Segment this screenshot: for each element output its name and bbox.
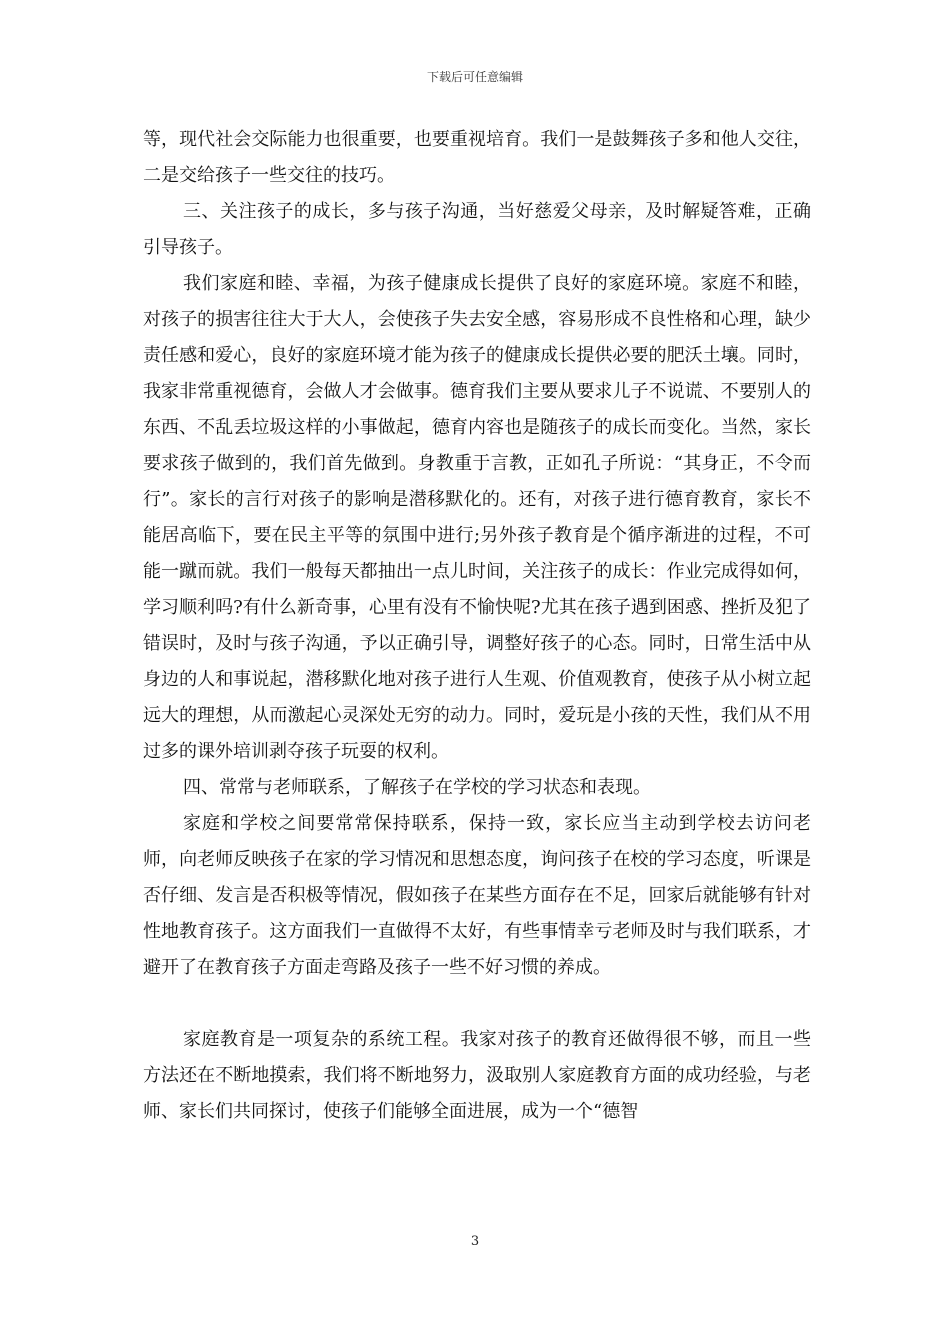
document-body xyxy=(143,122,811,1130)
paragraph-social-skills: 等，现代社会交际能力也很重要，也要重视培育。我们一是鼓舞孩子多和他人交往，二是交给孩子一些交往的技巧。 xyxy=(143,129,811,186)
page-number: 3 xyxy=(470,1234,480,1249)
paragraph-spacer xyxy=(143,986,811,1022)
page-header-note: 下载后可任意编辑 xyxy=(426,70,523,84)
section-heading-four: 四、常常与老师联系，了解孩子在学校的学习状态和表现。 xyxy=(183,777,651,798)
paragraph-family-environment: 我们家庭和睦、幸福，为孩子健康成长提供了良好的家庭环境。家庭不和睦，对孩子的损害往往大于大人，会使孩子失去安全感，容易形成不良性格和心理，缺少责任感和爱心，良好的家庭环境才能为孩子的健康成长提供必要的肥沃土壤。同时，我家非常重视德育，会做人才会做事。德育我们主要从要求儿子不说谎、不要别人的东西、不乱丢垃圾这样的小事做起，德育内容也是随孩子的成长而变化。当然，家长要求孩子做到的，我们首先做到。身教重于言教，正如孔子所说：“其身正，不令而行”。家长的言行对孩子的影响是潜移默化的。还有，对孩子进行德育教育，家长不能居高临下，要在民主平等的氛围中进行;另外孩子教育是个循序渐进的过程，不可能一蹴而就。我们一般每天都抽出一点儿时间，关注孩子的成长：作业完成得如何，学习顺利吗?有什么新奇事，心里有没有不愉快呢?尤其在孩子遇到困惑、挫折及犯了错误时，及时与孩子沟通，予以正确引导，调整好孩子的心态。同时，日常生活中从身边的人和事说起，潜移默化地对孩子进行人生观、价值观教育，使孩子从小树立起远大的理想，从而激起心灵深处无穷的动力。同时，爱玩是小孩的天性，我们从不用过多的课外培训剥夺孩子玩耍的权利。 xyxy=(143,273,811,762)
section-heading-three: 三、关注孩子的成长，多与孩子沟通，当好慈爱父母亲，及时解疑答难，正确引导孩子。 xyxy=(143,201,811,258)
paragraph-teacher-contact: 家庭和学校之间要常常保持联系，保持一致，家长应当主动到学校去访问老师，向老师反映孩子在家的学习情况和思想态度，询问孩子在校的学习态度，听课是否仔细、发言是否积极等情况，假如孩子在某些方面存在不足，回家后就能够有针对性地教育孩子。这方面我们一直做得不太好，有些事情幸亏老师及时与我们联系，才避开了在教育孩子方面走弯路及孩子一些不好习惯的养成。 xyxy=(143,813,811,978)
paragraph-conclusion: 家庭教育是一项复杂的系统工程。我家对孩子的教育还做得很不够，而且一些方法还在不断地摸索，我们将不断地努力，汲取别人家庭教育方面的成功经验，与老师、家长们共同探讨，使孩子们能够全面进展，成为一个“德智 xyxy=(143,1029,811,1122)
